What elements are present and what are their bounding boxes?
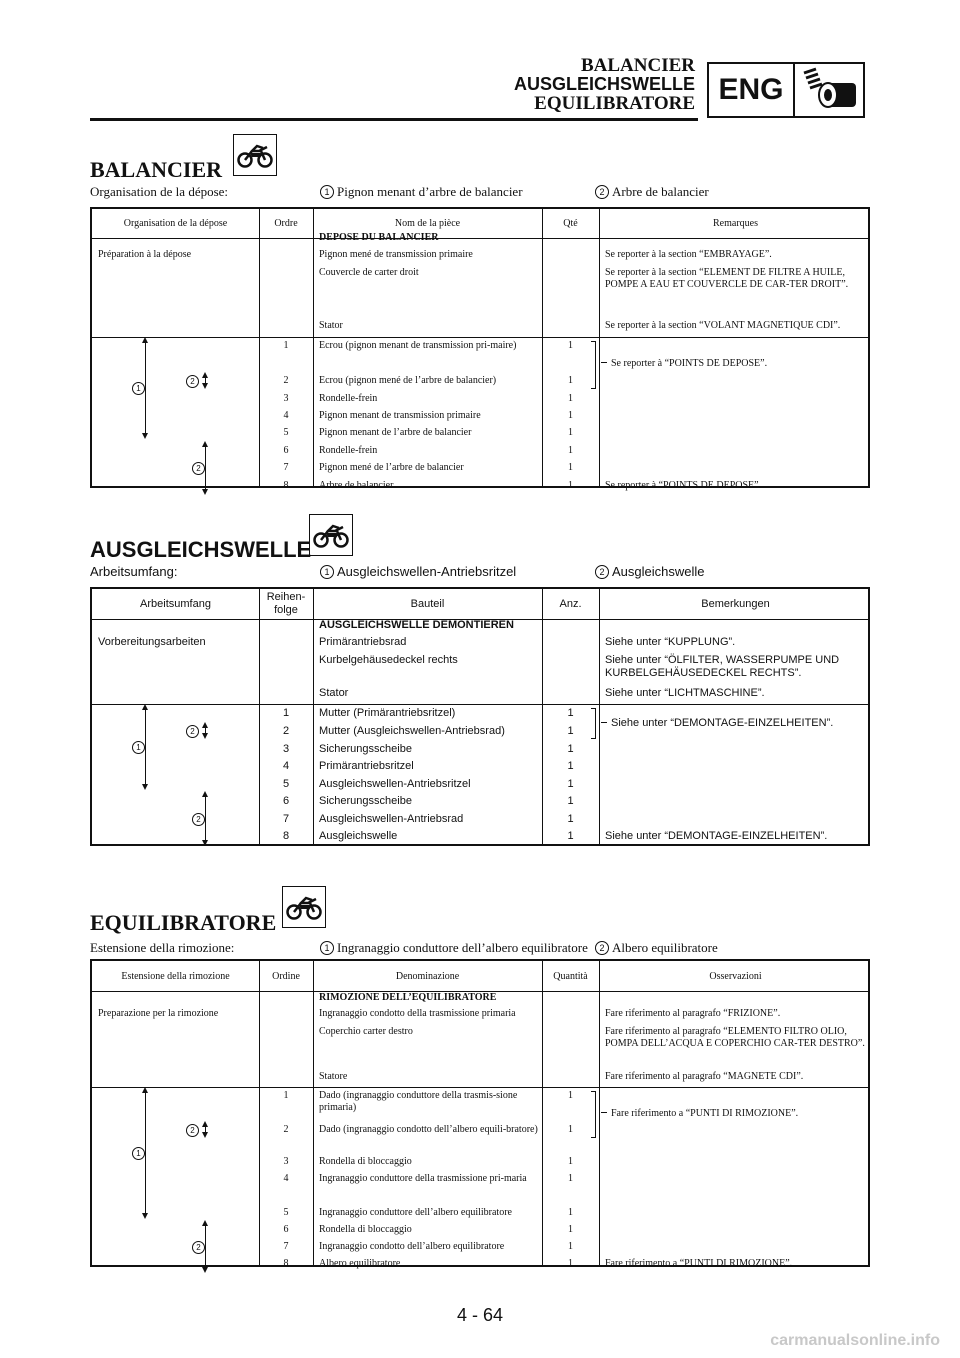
item-part-name: Ingranaggio conduttore dell’albero equilibratore [319, 1207, 512, 1218]
scope-item1-text: Pignon menant d’arbre de balancier [337, 184, 523, 199]
header-titles [514, 56, 695, 113]
arrow-down-icon [202, 383, 208, 389]
marker-2: 2 [186, 1124, 199, 1137]
item-order: 8 [282, 830, 290, 842]
removal-table-fr [90, 207, 870, 491]
scope-item2-text: Albero equilibratore [612, 940, 718, 955]
eng-badge [707, 62, 865, 118]
item-order: 2 [283, 375, 289, 386]
item-quantity: 1 [567, 795, 574, 807]
prep-part-name: Pignon mené de transmission primaire [319, 249, 473, 260]
scope-item1-text: Ingranaggio conduttore dell’albero equilibratore [337, 940, 588, 955]
prep-remark: Se reporter à la section “EMBRAYAGE”. [605, 249, 772, 260]
row-divider [92, 337, 868, 338]
sequence-line [205, 1224, 206, 1269]
item-order: 7 [282, 813, 290, 825]
column-divider [599, 209, 600, 486]
table-header-cell: Anz. [559, 597, 582, 610]
prep-part-name: Coperchio carter destro [319, 1026, 413, 1037]
marker-2: 2 [192, 462, 205, 475]
table-header-cell: Ordine [272, 970, 300, 982]
item-part-name: Dado (ingranaggio conduttore della trasmis-sione primaria) [319, 1090, 518, 1113]
item-quantity: 1 [568, 1090, 573, 1101]
item-quantity: 1 [568, 1156, 573, 1167]
prep-label: Preparazione per la rimozione [98, 1008, 219, 1019]
item-order: 6 [283, 1224, 289, 1235]
marker-2: 2 [595, 185, 609, 199]
item-part-name: Pignon menant de l’arbre de balancier [319, 427, 472, 438]
column-divider [313, 589, 314, 844]
column-divider [599, 961, 600, 1265]
row-divider [92, 1087, 868, 1088]
page-number: 4 - 64 [456, 1305, 504, 1325]
item-quantity: 1 [568, 410, 573, 421]
item-quantity: 1 [567, 813, 574, 825]
bracket-remark [601, 1108, 798, 1120]
motocross-bike-icon [282, 886, 326, 928]
column-divider [542, 961, 543, 1265]
item-order: 5 [283, 1207, 289, 1218]
sequence-line [205, 795, 206, 842]
sequence-line [145, 341, 146, 435]
prep-part-name: Couvercle de carter droit [319, 267, 419, 278]
column-divider [599, 589, 600, 844]
table-header-cell: Bemerkungen [701, 597, 770, 610]
prep-remark: Se reporter à la section “ELEMENT DE FILTRE A HUILE, POMPE A EAU ET COUVERCLE DE CAR-TER DROIT”. [605, 267, 849, 290]
bracket-remark [601, 358, 767, 370]
item-order: 4 [283, 1173, 289, 1184]
section-title-fr: BALANCIER [90, 157, 223, 182]
prep-part-name: Primärantriebsrad [319, 636, 407, 648]
item-order: 6 [283, 445, 289, 456]
item-part-name: Rondella di bloccaggio [319, 1156, 412, 1167]
scope-item2-fr [595, 184, 709, 200]
table-header-cell: Reihen-folge [266, 591, 306, 616]
scope-label-de: Arbeitsumfang: [90, 564, 178, 579]
item-quantity: 1 [568, 1124, 573, 1135]
item-order: 7 [283, 1241, 289, 1252]
scope-item1-fr [320, 184, 523, 200]
arrow-down-icon [142, 433, 148, 439]
item-quantity: 1 [568, 340, 573, 351]
item-quantity: 1 [568, 1207, 573, 1218]
scope-item1-it [320, 940, 588, 956]
item-order: 7 [283, 462, 289, 473]
remark-bracket [591, 341, 596, 389]
marker-2: 2 [595, 941, 609, 955]
bracket-tick [601, 722, 607, 723]
item-order: 1 [283, 1090, 289, 1101]
removal-title: DEPOSE DU BALANCIER [319, 232, 439, 243]
prep-remark: Fare riferimento al paragrafo “MAGNETE CDI”. [605, 1071, 804, 1082]
table-header [92, 209, 868, 239]
item-quantity: 1 [567, 743, 574, 755]
arrow-up-icon [202, 1220, 208, 1226]
item-part-name: Mutter (Ausgleichswellen-Antriebsrad) [319, 725, 505, 737]
item-part-name: Ausgleichswelle [319, 830, 398, 842]
item-quantity: 1 [568, 375, 573, 386]
scope-item1-text: Ausgleichswellen-Antriebsritzel [337, 564, 517, 579]
scope-item2-de [595, 564, 705, 579]
bracket-remark-text: Fare riferimento a “PUNTI DI RIMOZIONE”. [611, 1108, 799, 1119]
item-quantity: 1 [568, 1258, 573, 1269]
item-part-name: Rondelle-frein [319, 445, 378, 456]
sequence-line [145, 708, 146, 786]
marker-1: 1 [132, 1147, 145, 1160]
item-quantity: 1 [567, 760, 574, 772]
item-part-name: Rondella di bloccaggio [319, 1224, 412, 1235]
marker-2: 2 [186, 375, 199, 388]
item-order: 8 [283, 480, 289, 491]
arrow-up-icon [142, 704, 148, 710]
arrow-up-icon [202, 722, 208, 728]
marker-2: 2 [192, 1241, 205, 1254]
item-quantity: 1 [568, 445, 573, 456]
last-remark: Siehe unter “DEMONTAGE-EINZELHEITEN”. [605, 830, 828, 842]
item-order: 5 [283, 427, 289, 438]
prep-remark: Siehe unter “LICHTMASCHINE”. [605, 687, 765, 699]
marker-1: 1 [320, 941, 334, 955]
table-header-cell: Denominazione [395, 970, 460, 982]
arrow-down-icon [202, 1132, 208, 1138]
item-part-name: Pignon mené de l’arbre de balancier [319, 462, 464, 473]
item-quantity: 1 [568, 1241, 573, 1252]
item-order: 1 [282, 707, 290, 719]
prep-part-name: Kurbelgehäusedeckel rechts [319, 654, 458, 666]
item-part-name: Arbre de balancier [319, 480, 394, 491]
arrow-up-icon [202, 441, 208, 447]
prep-part-name: Ingranaggio condotto della trasmissione primaria [319, 1008, 516, 1019]
scope-label-fr: Organisation de la dépose: [90, 184, 229, 199]
item-quantity: 1 [568, 393, 573, 404]
item-part-name: Sicherungsscheibe [319, 795, 412, 807]
header-title-fr: BALANCIER [580, 55, 695, 76]
arrow-down-icon [142, 1213, 148, 1219]
table-header [92, 961, 868, 992]
table-header-cell: Ordre [274, 218, 298, 229]
motocross-bike-icon [309, 514, 353, 556]
item-part-name: Ingranaggio conduttore della trasmissione pri-maria [319, 1173, 527, 1184]
scope-item2-text: Ausgleichswelle [612, 564, 705, 579]
table-header-cell: Organisation de la dépose [123, 218, 228, 229]
engine-spring-icon [795, 64, 863, 116]
removal-title: AUSGLEICHSWELLE DEMONTIEREN [319, 619, 514, 631]
item-order: 2 [282, 725, 290, 737]
item-order: 8 [283, 1258, 289, 1269]
item-quantity: 1 [568, 462, 573, 473]
scope-label-it: Estensione della rimozione: [90, 940, 235, 955]
prep-part-name: Stator [319, 687, 349, 699]
item-part-name: Primärantriebsritzel [319, 760, 414, 772]
bracket-tick [601, 362, 607, 363]
column-divider [313, 209, 314, 486]
prep-remark: Fare riferimento al paragrafo “FRIZIONE”. [605, 1008, 781, 1019]
table-header-cell: Osservazioni [709, 970, 762, 982]
arrow-down-icon [142, 784, 148, 790]
prep-remark: Se reporter à la section “VOLANT MAGNETIQUE CDI”. [605, 320, 841, 331]
last-remark: Se reporter à “POINTS DE DEPOSE”. [605, 480, 762, 491]
remark-bracket [591, 708, 596, 739]
item-part-name: Mutter (Primärantriebsritzel) [319, 707, 456, 719]
item-quantity: 1 [568, 1173, 573, 1184]
item-part-name: Ingranaggio condotto dell’albero equilibratore [319, 1241, 505, 1252]
item-order: 6 [282, 795, 290, 807]
arrow-down-icon [202, 733, 208, 739]
sequence-line [205, 445, 206, 491]
bracket-remark-text: Siehe unter “DEMONTAGE-EINZELHEITEN”. [611, 717, 834, 729]
arrow-down-icon [202, 489, 208, 495]
eng-label: ENG [709, 64, 795, 116]
column-divider [259, 961, 260, 1265]
prep-label: Vorbereitungsarbeiten [98, 636, 206, 648]
table-header-cell: Quantità [553, 970, 588, 982]
marker-1: 1 [320, 565, 334, 579]
item-order: 5 [282, 778, 290, 790]
section-title-it: EQUILIBRATORE [90, 910, 277, 935]
arrow-down-icon [202, 1267, 208, 1273]
last-remark: Fare riferimento a “PUNTI DI RIMOZIONE”. [605, 1258, 793, 1269]
item-part-name: Ausgleichswellen-Antriebsrad [319, 813, 464, 825]
prep-label: Préparation à la dépose [98, 249, 192, 260]
item-part-name: Ecrou (pignon mené de l’arbre de balancier) [319, 375, 497, 386]
watermark: carmanualsonline.info [770, 1332, 940, 1349]
arrow-up-icon [202, 1121, 208, 1127]
item-part-name: Ausgleichswellen-Antriebsritzel [319, 778, 471, 790]
prep-part-name: Statore [319, 1071, 348, 1082]
item-part-name: Sicherungsscheibe [319, 743, 412, 755]
item-part-name: Albero equilibratore [319, 1258, 401, 1269]
marker-2: 2 [186, 725, 199, 738]
header-title-de: AUSGLEICHSWELLE [513, 74, 695, 94]
bracket-tick [601, 1112, 607, 1113]
header-rule [90, 118, 698, 121]
item-order: 3 [283, 1156, 289, 1167]
table-header-cell: Arbeitsumfang [140, 597, 211, 610]
table-header-cell: Qté [563, 218, 578, 229]
item-quantity: 1 [567, 778, 574, 790]
prep-remark: Siehe unter “KUPPLUNG”. [605, 636, 736, 648]
arrow-up-icon [202, 791, 208, 797]
item-quantity: 1 [568, 480, 573, 491]
motocross-bike-icon [233, 134, 277, 176]
item-quantity: 1 [568, 1224, 573, 1235]
arrow-down-icon [202, 840, 208, 846]
item-order: 4 [282, 760, 290, 772]
sequence-line [145, 1091, 146, 1215]
item-order: 2 [283, 1124, 289, 1135]
marker-2: 2 [595, 565, 609, 579]
table-header-cell: Bauteil [410, 597, 445, 610]
item-quantity: 1 [567, 830, 574, 842]
header-title-it: EQUILIBRATORE [534, 93, 695, 114]
item-order: 3 [283, 393, 289, 404]
item-order: 1 [283, 340, 289, 351]
remark-bracket [591, 1091, 596, 1138]
item-order: 4 [283, 410, 289, 421]
item-part-name: Dado (ingranaggio condotto dell’albero equili-bratore) [319, 1124, 538, 1135]
removal-table-de [90, 587, 870, 846]
item-order: 3 [282, 743, 290, 755]
table-header-cell: Estensione della rimozione [121, 970, 230, 982]
scope-item1-de [320, 564, 516, 579]
item-part-name: Pignon menant de transmission primaire [319, 410, 481, 421]
table-header-cell: Nom de la pièce [394, 218, 461, 229]
item-part-name: Rondelle-frein [319, 393, 378, 404]
item-quantity: 1 [567, 725, 574, 737]
scope-item2-it [595, 940, 718, 956]
marker-1: 1 [320, 185, 334, 199]
arrow-up-icon [142, 337, 148, 343]
column-divider [313, 961, 314, 1265]
prep-remark: Fare riferimento al paragrafo “ELEMENTO FILTRO OLIO, POMPA DELL’ACQUA E COPERCHIO CAR-TER DESTRO”. [605, 1026, 865, 1049]
marker-1: 1 [132, 382, 145, 395]
prep-part-name: Stator [319, 320, 343, 331]
bracket-remark-text: Se reporter à “POINTS DE DEPOSE”. [611, 358, 768, 369]
section-title-de: AUSGLEICHSWELLE [90, 537, 312, 562]
prep-remark: Siehe unter “ÖLFILTER, WASSERPUMPE UND KURBELGEHÄUSEDECKEL RECHTS”. [605, 654, 840, 679]
marker-1: 1 [132, 741, 145, 754]
removal-title: RIMOZIONE DELL’EQUILIBRATORE [319, 992, 497, 1003]
bracket-remark [601, 717, 833, 730]
table-header [92, 589, 868, 620]
removal-table-it [90, 959, 870, 1267]
item-quantity: 1 [568, 427, 573, 438]
arrow-up-icon [202, 372, 208, 378]
arrow-up-icon [142, 1087, 148, 1093]
scope-item2-text: Arbre de balancier [612, 184, 709, 199]
item-quantity: 1 [567, 707, 574, 719]
row-divider [92, 704, 868, 705]
item-part-name: Ecrou (pignon menant de transmission pri-maire) [319, 340, 517, 351]
marker-2: 2 [192, 813, 205, 826]
table-header-cell: Remarques [713, 218, 758, 229]
